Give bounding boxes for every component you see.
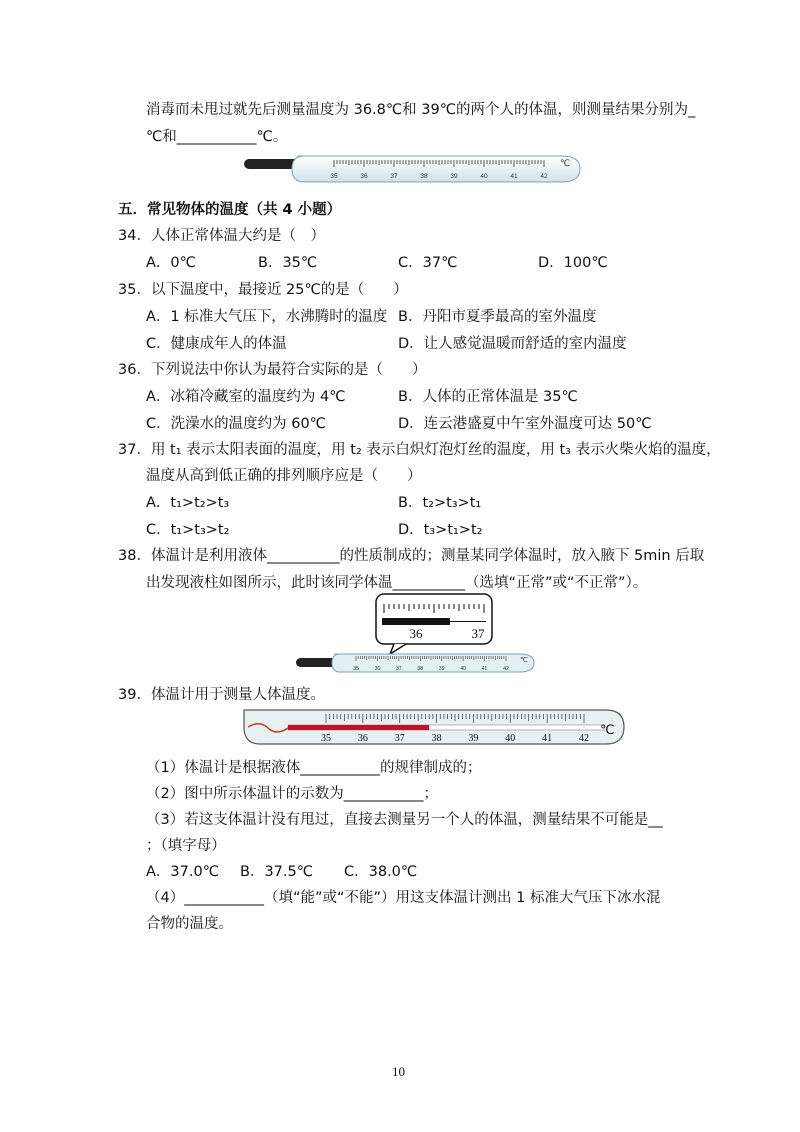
thermometer-1-label-36: 36 [360,173,368,180]
q35-option-c: C．健康成年人的体温 [146,336,287,352]
thermometer-3-label-36: 36 [357,733,368,744]
thermometer-3-label-42: 42 [579,733,589,744]
thermometer-2-label-39: 39 [438,666,445,672]
q35-stem: 35．以下温度中，最接近 25℃的是（ ） [118,282,408,298]
q39-option-c: C．38.0℃ [344,864,418,880]
thermometer-1-label-41: 41 [510,173,518,180]
thermometer-2-figure [294,592,540,676]
q34-option-c: C．37℃ [398,255,458,271]
q39-sub-3-line-1: （3）若这支体温计没有甩过，直接去测量另一个人的体温，测量结果不可能是__ [146,812,663,828]
thermometer-2-label-36: 36 [374,666,381,672]
q34-option-a: A．0℃ [146,255,196,271]
thermometer-1-unit: ℃ [560,159,571,169]
q36-stem: 36．下列说法中你认为最符合实际的是（ ） [118,362,427,378]
q37-option-b: B．t₂>t₃>t₁ [398,495,482,511]
q38-line-1: 38．体温计是利用液体__________的性质制成的；测量某同学体温时，放入腋下 5min 后取 [118,548,705,564]
q39-sub-4-line-2: 合物的温度。 [146,916,233,932]
thermometer-2-unit: ℃ [520,656,528,664]
thermometer-1-label-38: 38 [420,173,428,180]
q35-option-a: A．1 标准大气压下，水沸腾时的温度 [146,309,388,325]
q37-line-2: 温度从高到低正确的排列顺序应是（ ） [146,468,422,484]
q34-option-d: D．100℃ [538,255,608,271]
q35-option-b: B．丹阳市夏季最高的室外温度 [398,309,597,325]
thermometer-2-label-40: 40 [460,666,466,672]
thermometer-2-label-41: 41 [481,666,488,672]
q37-option-d: D．t₃>t₁>t₂ [398,522,483,538]
thermometer-3-label-38: 38 [431,733,442,744]
q38-line-2: 出发现液柱如图所示，此时该同学体温__________（选填“正常”或“不正常”）。 [146,575,648,591]
q39-sub-2: （2）图中所示体温计的示数为___________； [146,786,438,802]
thermometer-1-label-39: 39 [450,173,458,180]
thermometer-1-label-42: 42 [540,173,548,180]
q36-option-a: A．冰箱冷藏室的温度约为 4℃ [146,389,346,405]
page-number: 10 [392,1064,405,1079]
thermometer-3-label-40: 40 [505,733,516,744]
section-5-title: 五．常见物体的温度（共 4 小题） [118,202,342,218]
thermometer-2-label-35: 35 [353,666,359,672]
q34-stem: 34．人体正常体温大约是（ ） [118,228,325,244]
thermometer-3-label-37: 37 [394,733,405,744]
q36-option-c: C．洗澡水的温度约为 60℃ [146,416,326,432]
q37-option-a: A．t₁>t₂>t₃ [146,495,230,511]
q36-option-d: D．连云港盛夏中午室外温度可达 50℃ [398,416,652,432]
q37-option-c: C．t₁>t₃>t₂ [146,522,230,538]
thermometer-3-label-39: 39 [468,733,479,744]
thermometer-3-figure [238,706,628,748]
intro-line-1: 消毒而未甩过就先后测量温度为 36.8℃和 39℃的两个人的体温，则测量结果分别为_ [146,102,696,118]
q39-stem: 39．体温计用于测量人体温度。 [118,687,325,703]
thermometer-2-label-42: 42 [503,666,509,672]
thermometer-1-label-35: 35 [330,173,338,180]
thermometer-2-label-37: 37 [396,666,402,672]
intro-line-2: ℃和___________℃。 [146,129,288,145]
q34-option-b: B．35℃ [258,255,318,271]
q36-option-b: B．人体的正常体温是 35℃ [398,389,578,405]
thermometer-3-label-41: 41 [542,733,553,744]
thermometer-3-mercury-column [288,725,429,730]
thermometer-2-label-38: 38 [417,666,424,672]
q39-sub-1: （1）体温计是根据液体___________的规律制成的； [146,760,482,776]
q39-sub-3-line-2: ；（填字母） [146,838,226,854]
thermometer-1-figure [242,152,582,186]
q39-sub-4-line-1: （4）___________（填“能”或“不能”）用这支体温计测出 1 标准大气压下冰水混 [146,890,661,906]
q37-line-1: 37．用 t₁ 表示太阳表面的温度，用 t₂ 表示白炽灯泡灯丝的温度，用 t₃ 表示火柴火焰的温度， [118,442,721,458]
thermometer-3-unit: ℃ [600,723,615,738]
thermometer-2-zoom-label-37: 37 [471,626,485,641]
thermometer-1-label-37: 37 [390,173,398,180]
q39-option-a: A．37.0℃ [146,864,219,880]
thermometer-1-label-40: 40 [480,173,488,180]
thermometer-2-zoom-label-36: 36 [409,626,423,641]
thermometer-3-label-35: 35 [321,733,331,744]
q35-option-d: D．让人感觉温暖而舒适的室内温度 [398,336,627,352]
q39-option-b: B．37.5℃ [240,864,314,880]
